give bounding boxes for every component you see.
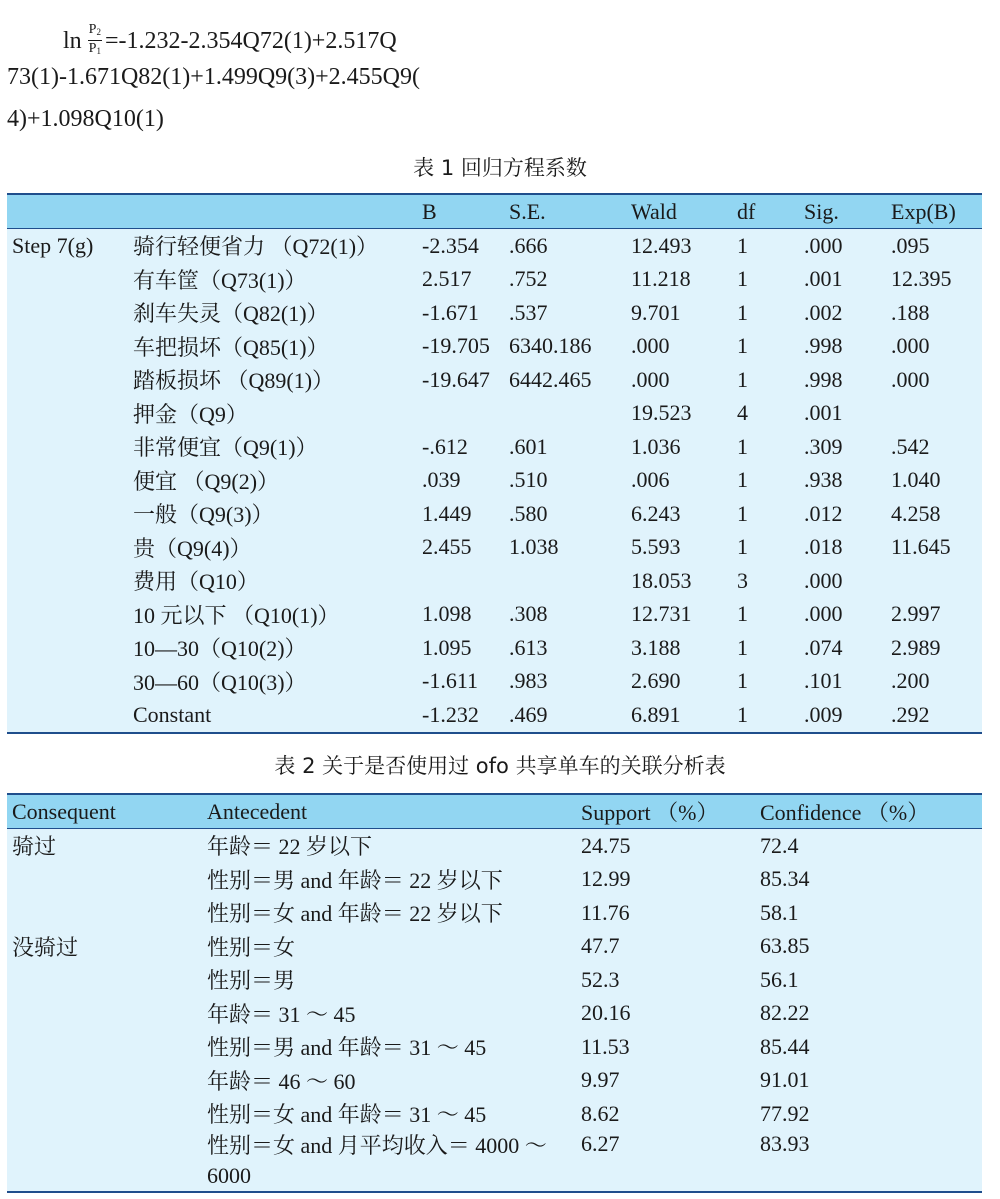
table2-cell: 没骑过 (12, 934, 79, 960)
table-row (7, 863, 982, 897)
table2-cell (7, 1064, 202, 1098)
table1-cell: .006 (631, 467, 670, 493)
table1-cell (504, 397, 626, 431)
table2-cell: 24.75 (581, 832, 631, 858)
table-row (7, 430, 982, 464)
table1-cell: .000 (631, 333, 670, 359)
table1-caption: 表 1 回归方程系数 (413, 156, 587, 180)
table1-cell: 费用（Q10） (133, 569, 259, 595)
table-row (7, 930, 982, 964)
table1-cell (7, 464, 128, 498)
table1-cell: -1.671 (422, 299, 479, 325)
table1-cell: .469 (504, 698, 626, 733)
table-row (7, 330, 982, 364)
table2-cell (7, 963, 202, 997)
table1-cell: .009 (799, 698, 886, 733)
table2-cell: 8.62 (581, 1100, 620, 1126)
table1-cell: 押金（Q9） (133, 401, 248, 427)
equation-fraction (88, 22, 102, 59)
table1-header-cell: df (732, 194, 799, 229)
table1-cell: .001 (804, 400, 843, 426)
table1-cell (7, 698, 128, 733)
table1-header-cell (128, 194, 417, 229)
table2-cell: 性别＝女 and 年龄＝ 22 岁以下 (207, 901, 503, 927)
table2-cell (7, 896, 202, 930)
table1-cell (7, 430, 128, 464)
table2-cell: 12.99 (581, 866, 631, 892)
table1-cell: 车把损坏（Q85(1)） (133, 334, 329, 360)
table1-cell (7, 598, 128, 632)
table2-cell: 性别＝男 (207, 968, 296, 994)
table1-cell (7, 531, 128, 565)
table1-cell: 6.243 (631, 500, 681, 526)
table1-cell: -2.354 (422, 232, 479, 258)
table2-header-cell: Consequent (7, 794, 202, 829)
table1-cell: -1.611 (422, 668, 479, 694)
equation-line-3: 4)+1.098Q10(1) (7, 106, 164, 132)
table2-cell: 11.53 (581, 1033, 630, 1059)
table2-cell: 年龄＝ 46 ～ 60 (207, 1068, 356, 1094)
table1-cell: 2.517 (422, 266, 472, 292)
table1-cell: 11.218 (631, 266, 691, 292)
table-row (7, 531, 982, 565)
table2-cell: 骑过 (12, 834, 57, 860)
table1-cell: .012 (804, 500, 843, 526)
table1-cell: .095 (891, 232, 930, 258)
table1-cell: .510 (509, 467, 548, 493)
table1-cell: 11.645 (891, 534, 951, 560)
table1-cell: 10—30（Q10(2)） (133, 636, 307, 662)
table-row (7, 564, 982, 598)
table1-cell: .018 (804, 534, 843, 560)
table1-cell: .542 (891, 433, 930, 459)
table2-cell: 91.01 (760, 1067, 810, 1093)
table1-cell: 1 (737, 433, 748, 459)
table2-cell: 性别＝女 and 月平均收入＝ 4000 ～ 6000 (202, 1131, 576, 1192)
table-row (7, 497, 982, 531)
table1-cell: 19.523 (631, 400, 692, 426)
table1-cell: -19.705 (422, 333, 490, 359)
table1-cell: 3 (737, 567, 748, 593)
regression-coefficients-table (7, 193, 982, 734)
table1-cell: 非常便宜（Q9(1)） (133, 435, 318, 461)
table1-cell: 贵（Q9(4)） (133, 535, 252, 561)
table1-cell: 刹车失灵（Q82(1)） (133, 301, 329, 327)
table2-cell: 56.1 (760, 966, 799, 992)
table1-cell: 12.493 (631, 232, 692, 258)
table1-cell (7, 296, 128, 330)
table1-cell: .537 (509, 299, 548, 325)
equation-line-1-rest: =-1.232-2.354Q72(1)+2.517Q (104, 28, 397, 55)
table2-cell: 77.92 (760, 1100, 810, 1126)
table1-cell: Step 7(g) (12, 232, 94, 258)
table1-cell: 有车筐（Q73(1)） (133, 267, 307, 293)
table1-cell: 1 (737, 534, 748, 560)
table1-cell: .601 (509, 433, 548, 459)
table1-cell (886, 564, 982, 598)
table1-cell: .000 (631, 366, 670, 392)
table1-cell: 4.258 (891, 500, 941, 526)
table1-cell (417, 397, 504, 431)
association-analysis-table (7, 793, 982, 1193)
table1-cell: .998 (804, 333, 843, 359)
equation-line-1 (63, 24, 397, 61)
table1-header-cell: S.E. (504, 194, 626, 229)
table-row (7, 698, 982, 733)
table1-cell: 1 (737, 299, 748, 325)
table1-cell: 骑行轻便省力 （Q72(1)） (133, 234, 379, 260)
table2-cell: 11.76 (581, 899, 630, 925)
table1-header-cell: B (417, 194, 504, 229)
table2-cell (7, 1097, 202, 1131)
table-row (7, 896, 982, 930)
table2-cell (7, 997, 202, 1031)
table1-cell (417, 564, 504, 598)
table1-header-row (7, 194, 982, 229)
table1-cell: 1 (737, 232, 748, 258)
table1-cell: 18.053 (631, 567, 692, 593)
table1-cell: .101 (804, 668, 843, 694)
table1-cell: 2.690 (631, 668, 681, 694)
table1-cell: 1.098 (422, 601, 472, 627)
table1-cell: 踏板损坏 （Q89(1)） (133, 368, 335, 394)
table-row (7, 296, 982, 330)
table2-caption: 表 2 关于是否使用过 ofo 共享单车的关联分析表 (274, 754, 726, 778)
table1-cell: .000 (891, 333, 930, 359)
table-row (7, 1131, 982, 1192)
table1-cell (886, 397, 982, 431)
table2-cell: 20.16 (581, 1000, 631, 1026)
table1-cell: .000 (804, 567, 843, 593)
table2-cell: 性别＝男 and 年龄＝ 22 岁以下 (207, 867, 503, 893)
table2-cell: 85.34 (760, 866, 810, 892)
table1-cell: 6442.465 (509, 366, 592, 392)
table2-cell: 63.85 (760, 933, 810, 959)
table2-header-cell: Confidence （%） (755, 794, 982, 829)
table1-cell: 10 元以下 （Q10(1)） (133, 602, 340, 628)
table1-cell (7, 665, 128, 699)
table2-cell: 9.97 (581, 1067, 620, 1093)
table1-cell: .200 (891, 668, 930, 694)
table2-cell: 72.4 (760, 832, 799, 858)
table-row (7, 363, 982, 397)
table-row (7, 1064, 982, 1098)
table-row (7, 829, 982, 863)
table2-cell (7, 863, 202, 897)
table1-cell (7, 497, 128, 531)
table-row (7, 229, 982, 263)
table1-cell: .074 (804, 634, 843, 660)
table2-cell (7, 1131, 202, 1192)
numerator-symbol: P (88, 22, 97, 37)
table1-cell (7, 564, 128, 598)
table1-cell: .580 (509, 500, 548, 526)
table-row (7, 263, 982, 297)
table1-cell: 1.095 (422, 634, 472, 660)
table1-cell: 1.036 (631, 433, 681, 459)
table1-cell: 1.040 (891, 467, 941, 493)
table1-cell: 一般（Q9(3)） (133, 502, 274, 528)
table1-cell: .983 (509, 668, 548, 694)
table2-cell: 58.1 (760, 899, 799, 925)
table1-cell: .000 (891, 366, 930, 392)
table1-cell: 2.997 (891, 601, 941, 627)
table-row (7, 1097, 982, 1131)
fraction-numerator (88, 22, 102, 41)
table1-cell: 1 (737, 500, 748, 526)
table1-cell: 1 (737, 668, 748, 694)
table1-cell: Constant (128, 698, 417, 733)
table1-cell: -19.647 (422, 366, 490, 392)
table1-cell: .188 (891, 299, 930, 325)
table2-cell: 性别＝男 and 年龄＝ 31 ～ 45 (207, 1035, 487, 1061)
table-row (7, 598, 982, 632)
table1-cell: 1 (737, 266, 748, 292)
table2-cell: 性别＝女 (207, 934, 296, 960)
table-row (7, 665, 982, 699)
table1-cell: 便宜 （Q9(2)） (133, 468, 280, 494)
table1-cell: 1 (737, 467, 748, 493)
table2-cell: 83.93 (755, 1131, 982, 1192)
table1-cell: .292 (886, 698, 982, 733)
table1-header-cell: Exp(B) (886, 194, 982, 229)
numerator-subscript: 2 (96, 27, 101, 37)
table1-cell: .000 (804, 601, 843, 627)
table-row (7, 631, 982, 665)
table1-cell: 2.989 (891, 634, 941, 660)
equation-line-2: 73(1)-1.671Q82(1)+1.499Q9(3)+2.455Q9( (7, 64, 421, 90)
table2-cell: 82.22 (760, 1000, 810, 1026)
table1-cell: 1 (732, 698, 799, 733)
table-row (7, 397, 982, 431)
table2-header-cell: Support （%） (576, 794, 755, 829)
table2-cell: 6.27 (576, 1131, 755, 1192)
table1-cell: -1.232 (417, 698, 504, 733)
table1-cell: .001 (804, 266, 843, 292)
table1-cell: .613 (509, 634, 548, 660)
table2-cell: 性别＝女 and 年龄＝ 31 ～ 45 (207, 1102, 487, 1128)
table1-cell (7, 330, 128, 364)
table1-cell (7, 631, 128, 665)
table1-cell: 1 (737, 333, 748, 359)
table1-cell: .938 (804, 467, 843, 493)
table1-cell: 12.731 (631, 601, 692, 627)
table1-cell (7, 363, 128, 397)
table1-cell: 12.395 (891, 266, 952, 292)
table1-cell (7, 263, 128, 297)
denominator-subscript: 1 (96, 46, 101, 56)
table-row (7, 963, 982, 997)
table1-cell: 1 (737, 634, 748, 660)
table1-header-cell: Sig. (799, 194, 886, 229)
table1-cell: 6.891 (626, 698, 732, 733)
table1-cell: 6340.186 (509, 333, 592, 359)
table1-cell: .309 (804, 433, 843, 459)
table2-cell: 47.7 (581, 933, 620, 959)
table1-cell: .998 (804, 366, 843, 392)
table1-cell: .002 (804, 299, 843, 325)
denominator-symbol: P (88, 41, 97, 56)
equation-ln: ln (63, 28, 82, 55)
table2-header-row (7, 794, 982, 829)
table1-header-cell: Wald (626, 194, 732, 229)
table2-cell: 年龄＝ 22 岁以下 (207, 834, 373, 860)
table2-cell: 85.44 (760, 1033, 810, 1059)
table1-cell (504, 564, 626, 598)
table1-cell: .308 (509, 601, 548, 627)
table-row (7, 1030, 982, 1064)
table1-cell: 3.188 (631, 634, 681, 660)
table1-cell: 1.038 (509, 534, 559, 560)
table1-cell: .666 (509, 232, 548, 258)
table1-cell: 4 (737, 400, 748, 426)
table-row (7, 997, 982, 1031)
table1-cell: 30—60（Q10(3)） (133, 669, 307, 695)
table1-cell: 1 (737, 601, 748, 627)
table1-cell: .000 (804, 232, 843, 258)
table2-cell (7, 1030, 202, 1064)
table-row (7, 464, 982, 498)
table2-header-cell: Antecedent (202, 794, 576, 829)
table1-cell: .752 (509, 266, 548, 292)
table1-header-cell (7, 194, 128, 229)
table2-cell: 年龄＝ 31 ～ 45 (207, 1001, 356, 1027)
table2-cell: 52.3 (581, 966, 620, 992)
table1-cell: .039 (422, 467, 461, 493)
fraction-denominator (88, 41, 102, 59)
table1-cell (7, 397, 128, 431)
table1-cell: 5.593 (631, 534, 681, 560)
table1-cell: 9.701 (631, 299, 681, 325)
table1-cell: -.612 (422, 433, 468, 459)
table1-cell: 1.449 (422, 500, 472, 526)
table1-cell: 2.455 (422, 534, 472, 560)
table1-cell: 1 (737, 366, 748, 392)
